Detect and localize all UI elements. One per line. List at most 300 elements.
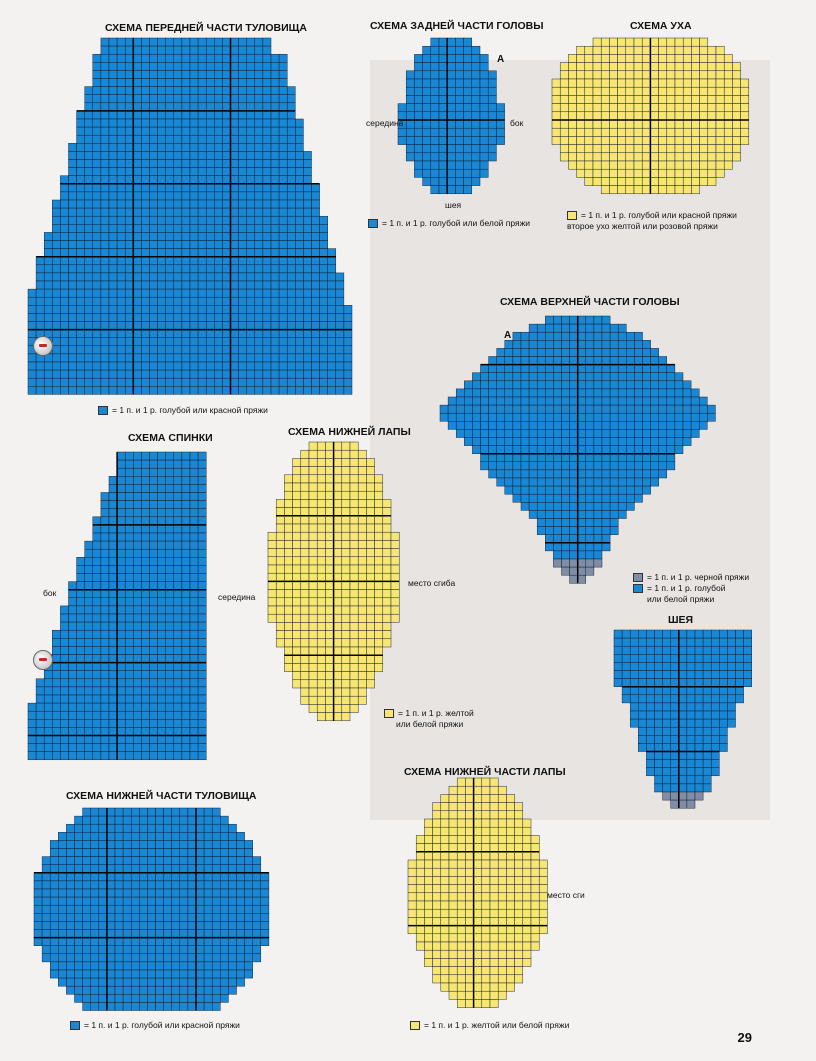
stitch-cell bbox=[66, 921, 74, 929]
stitch-cell bbox=[263, 305, 271, 313]
stitch-cell bbox=[36, 752, 44, 760]
stitch-cell bbox=[455, 79, 463, 87]
stitch-cell bbox=[439, 153, 447, 161]
stitch-cell bbox=[578, 324, 586, 332]
stitch-cell bbox=[480, 112, 488, 120]
stitch-cell bbox=[578, 421, 586, 429]
stitch-cell bbox=[60, 655, 68, 663]
stitch-cell bbox=[172, 921, 180, 929]
stitch-cell bbox=[125, 727, 133, 735]
stitch-cell bbox=[650, 79, 658, 87]
stitch-cell bbox=[521, 389, 529, 397]
stitch-cell bbox=[109, 663, 117, 671]
stitch-cell bbox=[675, 153, 683, 161]
stitch-cell bbox=[646, 711, 654, 719]
stitch-cell bbox=[150, 703, 158, 711]
stitch-cell bbox=[190, 452, 198, 460]
stitch-cell bbox=[336, 370, 344, 378]
stitch-cell bbox=[182, 557, 190, 565]
stitch-cell bbox=[464, 186, 472, 194]
stitch-cell bbox=[34, 913, 42, 921]
stitch-cell bbox=[317, 565, 325, 573]
stitch-cell bbox=[585, 128, 593, 136]
stitch-cell bbox=[198, 346, 206, 354]
stitch-cell bbox=[727, 687, 735, 695]
stitch-cell bbox=[472, 413, 480, 421]
stitch-cell bbox=[271, 208, 279, 216]
stitch-cell bbox=[634, 87, 642, 95]
stitch-cell bbox=[350, 631, 358, 639]
stitch-cell bbox=[212, 962, 220, 970]
stitch-cell bbox=[586, 454, 594, 462]
stitch-cell bbox=[594, 527, 602, 535]
stitch-cell bbox=[228, 865, 236, 873]
stitch-cell bbox=[139, 1002, 147, 1010]
stitch-cell bbox=[667, 79, 675, 87]
stitch-cell bbox=[570, 381, 578, 389]
stitch-cell bbox=[312, 216, 320, 224]
stitch-cell bbox=[312, 241, 320, 249]
stitch-cell bbox=[228, 840, 236, 848]
stitch-cell bbox=[198, 111, 206, 119]
stitch-cell bbox=[69, 671, 77, 679]
stitch-cell bbox=[724, 136, 732, 144]
stitch-cell bbox=[85, 565, 93, 573]
stitch-cell bbox=[593, 169, 601, 177]
stitch-cell bbox=[85, 241, 93, 249]
stitch-cell bbox=[214, 79, 222, 87]
stitch-cell bbox=[141, 590, 149, 598]
stitch-cell bbox=[101, 622, 109, 630]
stitch-cell bbox=[117, 646, 125, 654]
stitch-cell bbox=[150, 216, 158, 224]
stitch-cell bbox=[490, 917, 498, 925]
stitch-cell bbox=[610, 429, 618, 437]
back-title: СХЕМА СПИНКИ bbox=[128, 432, 213, 444]
stitch-cell bbox=[239, 87, 247, 95]
stitch-cell bbox=[350, 655, 358, 663]
stitch-cell bbox=[180, 873, 188, 881]
stitch-cell bbox=[133, 46, 141, 54]
stitch-cell bbox=[496, 112, 504, 120]
stitch-cell bbox=[101, 744, 109, 752]
stitch-cell bbox=[125, 46, 133, 54]
stitch-cell bbox=[190, 752, 198, 760]
stitch-cell bbox=[703, 679, 711, 687]
stitch-cell bbox=[695, 679, 703, 687]
stitch-cell bbox=[695, 768, 703, 776]
stitch-cell bbox=[585, 79, 593, 87]
stitch-cell bbox=[247, 54, 255, 62]
stitch-cell bbox=[523, 901, 531, 909]
stitch-cell bbox=[447, 87, 455, 95]
stitch-cell bbox=[279, 87, 287, 95]
stitch-cell bbox=[77, 313, 85, 321]
stitch-cell bbox=[276, 606, 284, 614]
stitch-cell bbox=[482, 827, 490, 835]
stitch-cell bbox=[115, 816, 123, 824]
stitch-cell bbox=[602, 454, 610, 462]
stitch-cell bbox=[482, 803, 490, 811]
stitch-cell bbox=[158, 517, 166, 525]
stitch-cell bbox=[651, 397, 659, 405]
stitch-cell bbox=[279, 103, 287, 111]
stitch-cell bbox=[117, 208, 125, 216]
stitch-cell bbox=[212, 816, 220, 824]
stitch-cell bbox=[679, 735, 687, 743]
lower-body-legend-text: = 1 п. и 1 р. голубой или красной пряжи bbox=[84, 1020, 240, 1030]
stitch-cell bbox=[239, 338, 247, 346]
stitch-cell bbox=[700, 38, 708, 46]
stitch-cell bbox=[655, 784, 663, 792]
stitch-cell bbox=[198, 241, 206, 249]
stitch-cell bbox=[659, 71, 667, 79]
stitch-cell bbox=[174, 38, 182, 46]
stitch-cell bbox=[732, 145, 740, 153]
stitch-cell bbox=[75, 930, 83, 938]
stitch-cell bbox=[655, 671, 663, 679]
stitch-cell bbox=[703, 776, 711, 784]
stitch-cell bbox=[695, 638, 703, 646]
stitch-cell bbox=[141, 630, 149, 638]
stitch-cell bbox=[99, 986, 107, 994]
stitch-cell bbox=[513, 454, 521, 462]
stitch-cell bbox=[293, 655, 301, 663]
stitch-cell bbox=[60, 265, 68, 273]
stitch-cell bbox=[671, 768, 679, 776]
stitch-cell bbox=[107, 889, 115, 897]
stitch-cell bbox=[334, 499, 342, 507]
stitch-cell bbox=[602, 413, 610, 421]
stitch-cell bbox=[472, 169, 480, 177]
stitch-cell bbox=[312, 249, 320, 257]
stitch-cell bbox=[456, 405, 464, 413]
stitch-cell bbox=[93, 736, 101, 744]
stitch-cell bbox=[358, 696, 366, 704]
stitch-cell bbox=[166, 127, 174, 135]
stitch-cell bbox=[521, 494, 529, 502]
stitch-cell bbox=[182, 598, 190, 606]
stitch-cell bbox=[350, 614, 358, 622]
stitch-cell bbox=[578, 510, 586, 518]
stitch-cell bbox=[423, 87, 431, 95]
stitch-cell bbox=[505, 454, 513, 462]
stitch-cell bbox=[287, 362, 295, 370]
stitch-cell bbox=[687, 768, 695, 776]
stitch-cell bbox=[198, 46, 206, 54]
stitch-cell bbox=[139, 921, 147, 929]
stitch-cell bbox=[630, 662, 638, 670]
stitch-cell bbox=[465, 909, 473, 917]
stitch-cell bbox=[52, 362, 60, 370]
stitch-cell bbox=[440, 413, 448, 421]
stitch-cell bbox=[247, 119, 255, 127]
stitch-cell bbox=[638, 703, 646, 711]
stitch-cell bbox=[602, 527, 610, 535]
stitch-cell bbox=[231, 168, 239, 176]
stitch-cell bbox=[719, 638, 727, 646]
stitch-cell bbox=[317, 655, 325, 663]
stitch-cell bbox=[125, 192, 133, 200]
stitch-cell bbox=[271, 111, 279, 119]
stitch-cell bbox=[174, 638, 182, 646]
stitch-cell bbox=[609, 153, 617, 161]
stitch-cell bbox=[133, 606, 141, 614]
stitch-cell bbox=[198, 509, 206, 517]
stitch-cell bbox=[214, 386, 222, 394]
stitch-cell bbox=[247, 289, 255, 297]
stitch-cell bbox=[630, 703, 638, 711]
stitch-cell bbox=[568, 136, 576, 144]
stitch-cell bbox=[212, 808, 220, 816]
stitch-cell bbox=[334, 516, 342, 524]
stitch-cell bbox=[93, 549, 101, 557]
stitch-cell bbox=[93, 525, 101, 533]
stitch-cell bbox=[523, 852, 531, 860]
stitch-cell bbox=[622, 662, 630, 670]
stitch-cell bbox=[287, 200, 295, 208]
stitch-cell bbox=[439, 177, 447, 185]
stitch-cell bbox=[66, 849, 74, 857]
stitch-cell bbox=[150, 273, 158, 281]
stitch-cell bbox=[655, 776, 663, 784]
stitch-cell bbox=[279, 370, 287, 378]
stitch-cell bbox=[198, 87, 206, 95]
stitch-cell bbox=[562, 446, 570, 454]
stitch-cell bbox=[593, 161, 601, 169]
stitch-cell bbox=[28, 378, 36, 386]
stitch-cell bbox=[247, 257, 255, 265]
stitch-cell bbox=[150, 241, 158, 249]
stitch-cell bbox=[198, 452, 206, 460]
stitch-cell bbox=[174, 533, 182, 541]
stitch-cell bbox=[182, 338, 190, 346]
stitch-cell bbox=[659, 95, 667, 103]
stitch-cell bbox=[655, 630, 663, 638]
stitch-cell bbox=[736, 654, 744, 662]
stitch-cell bbox=[667, 169, 675, 177]
stitch-cell bbox=[521, 340, 529, 348]
stitch-cell bbox=[212, 913, 220, 921]
stitch-cell bbox=[133, 241, 141, 249]
stitch-cell bbox=[60, 719, 68, 727]
stitch-cell bbox=[618, 145, 626, 153]
stitch-cell bbox=[109, 565, 117, 573]
stitch-cell bbox=[683, 71, 691, 79]
stitch-cell bbox=[99, 954, 107, 962]
stitch-cell bbox=[190, 46, 198, 54]
stitch-cell bbox=[214, 273, 222, 281]
stitch-cell bbox=[60, 671, 68, 679]
stitch-cell bbox=[174, 582, 182, 590]
stitch-cell bbox=[687, 792, 695, 800]
stitch-cell bbox=[198, 557, 206, 565]
stitch-cell bbox=[279, 281, 287, 289]
stitch-cell bbox=[147, 840, 155, 848]
stitch-cell bbox=[601, 54, 609, 62]
stitch-cell bbox=[303, 362, 311, 370]
stitch-cell bbox=[457, 852, 465, 860]
stitch-cell bbox=[237, 930, 245, 938]
stitch-cell bbox=[166, 655, 174, 663]
stitch-cell bbox=[117, 273, 125, 281]
stitch-cell bbox=[237, 857, 245, 865]
stitch-cell bbox=[206, 281, 214, 289]
stitch-cell bbox=[214, 330, 222, 338]
stitch-cell bbox=[182, 257, 190, 265]
stitch-cell bbox=[472, 95, 480, 103]
stitch-cell bbox=[271, 119, 279, 127]
stitch-cell bbox=[174, 452, 182, 460]
stitch-cell bbox=[562, 559, 570, 567]
stitch-cell bbox=[724, 145, 732, 153]
stitch-cell bbox=[198, 582, 206, 590]
stitch-cell bbox=[228, 962, 236, 970]
stitch-cell bbox=[609, 63, 617, 71]
stitch-cell bbox=[222, 208, 230, 216]
stitch-cell bbox=[638, 630, 646, 638]
stitch-cell bbox=[334, 647, 342, 655]
stitch-cell bbox=[101, 111, 109, 119]
stitch-cell bbox=[206, 338, 214, 346]
stitch-cell bbox=[630, 638, 638, 646]
stitch-cell bbox=[125, 224, 133, 232]
stitch-cell bbox=[125, 549, 133, 557]
stitch-cell bbox=[125, 265, 133, 273]
stitch-cell bbox=[659, 161, 667, 169]
stitch-cell bbox=[28, 703, 36, 711]
stitch-cell bbox=[247, 249, 255, 257]
stitch-cell bbox=[585, 145, 593, 153]
stitch-cell bbox=[667, 438, 675, 446]
stitch-cell bbox=[69, 192, 77, 200]
stitch-cell bbox=[531, 909, 539, 917]
stitch-cell bbox=[328, 354, 336, 362]
stitch-cell bbox=[91, 921, 99, 929]
stitch-cell bbox=[150, 54, 158, 62]
stitch-cell bbox=[271, 62, 279, 70]
stitch-cell bbox=[44, 727, 52, 735]
stitch-cell bbox=[708, 95, 716, 103]
stitch-cell bbox=[107, 970, 115, 978]
stitch-cell bbox=[490, 852, 498, 860]
stitch-cell bbox=[683, 95, 691, 103]
stitch-cell bbox=[433, 909, 441, 917]
stitch-cell bbox=[117, 598, 125, 606]
stitch-cell bbox=[139, 946, 147, 954]
stitch-cell bbox=[609, 79, 617, 87]
stitch-cell bbox=[52, 679, 60, 687]
stitch-cell bbox=[204, 986, 212, 994]
stitch-cell bbox=[593, 71, 601, 79]
stitch-cell bbox=[457, 835, 465, 843]
stitch-cell bbox=[609, 145, 617, 153]
stitch-cell bbox=[513, 413, 521, 421]
stitch-cell bbox=[117, 216, 125, 224]
stitch-cell bbox=[190, 533, 198, 541]
stitch-cell bbox=[150, 719, 158, 727]
stitch-cell bbox=[700, 128, 708, 136]
stitch-cell bbox=[303, 241, 311, 249]
stitch-cell bbox=[663, 792, 671, 800]
stitch-cell bbox=[683, 87, 691, 95]
stitch-cell bbox=[172, 889, 180, 897]
stitch-cell bbox=[271, 103, 279, 111]
stitch-cell bbox=[284, 565, 292, 573]
stitch-cell bbox=[101, 646, 109, 654]
stitch-cell bbox=[172, 808, 180, 816]
stitch-cell bbox=[568, 87, 576, 95]
stitch-cell bbox=[133, 265, 141, 273]
stitch-cell bbox=[577, 63, 585, 71]
stitch-cell bbox=[553, 348, 561, 356]
stitch-cell bbox=[465, 835, 473, 843]
stitch-cell bbox=[188, 873, 196, 881]
stitch-cell bbox=[182, 752, 190, 760]
stitch-cell bbox=[585, 136, 593, 144]
stitch-cell bbox=[150, 127, 158, 135]
stitch-cell bbox=[651, 373, 659, 381]
stitch-cell bbox=[691, 161, 699, 169]
stitch-cell bbox=[687, 784, 695, 792]
stitch-cell bbox=[431, 120, 439, 128]
stitch-cell bbox=[719, 711, 727, 719]
stitch-cell bbox=[174, 95, 182, 103]
stitch-cell bbox=[263, 378, 271, 386]
stitch-cell bbox=[650, 161, 658, 169]
stitch-cell bbox=[496, 128, 504, 136]
stitch-cell bbox=[174, 687, 182, 695]
stitch-cell bbox=[719, 735, 727, 743]
stitch-cell bbox=[228, 954, 236, 962]
stitch-cell bbox=[206, 224, 214, 232]
stitch-cell bbox=[531, 844, 539, 852]
stitch-cell bbox=[455, 161, 463, 169]
stitch-cell bbox=[506, 868, 514, 876]
stitch-cell bbox=[358, 565, 366, 573]
stitch-cell bbox=[562, 429, 570, 437]
stitch-cell bbox=[414, 136, 422, 144]
stitch-cell bbox=[630, 687, 638, 695]
stitch-cell bbox=[295, 200, 303, 208]
stitch-cell bbox=[93, 87, 101, 95]
stitch-cell bbox=[239, 168, 247, 176]
stitch-cell bbox=[93, 533, 101, 541]
stitch-cell bbox=[83, 849, 91, 857]
stitch-cell bbox=[93, 354, 101, 362]
stitch-cell bbox=[220, 921, 228, 929]
stitch-cell bbox=[642, 112, 650, 120]
stitch-cell bbox=[141, 216, 149, 224]
stitch-cell bbox=[125, 574, 133, 582]
stitch-cell bbox=[342, 467, 350, 475]
stitch-cell bbox=[496, 104, 504, 112]
stitch-cell bbox=[350, 672, 358, 680]
stitch-cell bbox=[190, 509, 198, 517]
stitch-cell bbox=[166, 719, 174, 727]
stitch-cell bbox=[679, 727, 687, 735]
stitch-cell bbox=[255, 273, 263, 281]
stitch-cell bbox=[496, 136, 504, 144]
stitch-cell bbox=[150, 184, 158, 192]
stitch-cell bbox=[60, 646, 68, 654]
stitch-cell bbox=[439, 87, 447, 95]
stitch-cell bbox=[237, 962, 245, 970]
stitch-cell bbox=[150, 362, 158, 370]
stitch-cell bbox=[147, 816, 155, 824]
stitch-cell bbox=[188, 962, 196, 970]
stitch-cell bbox=[141, 354, 149, 362]
